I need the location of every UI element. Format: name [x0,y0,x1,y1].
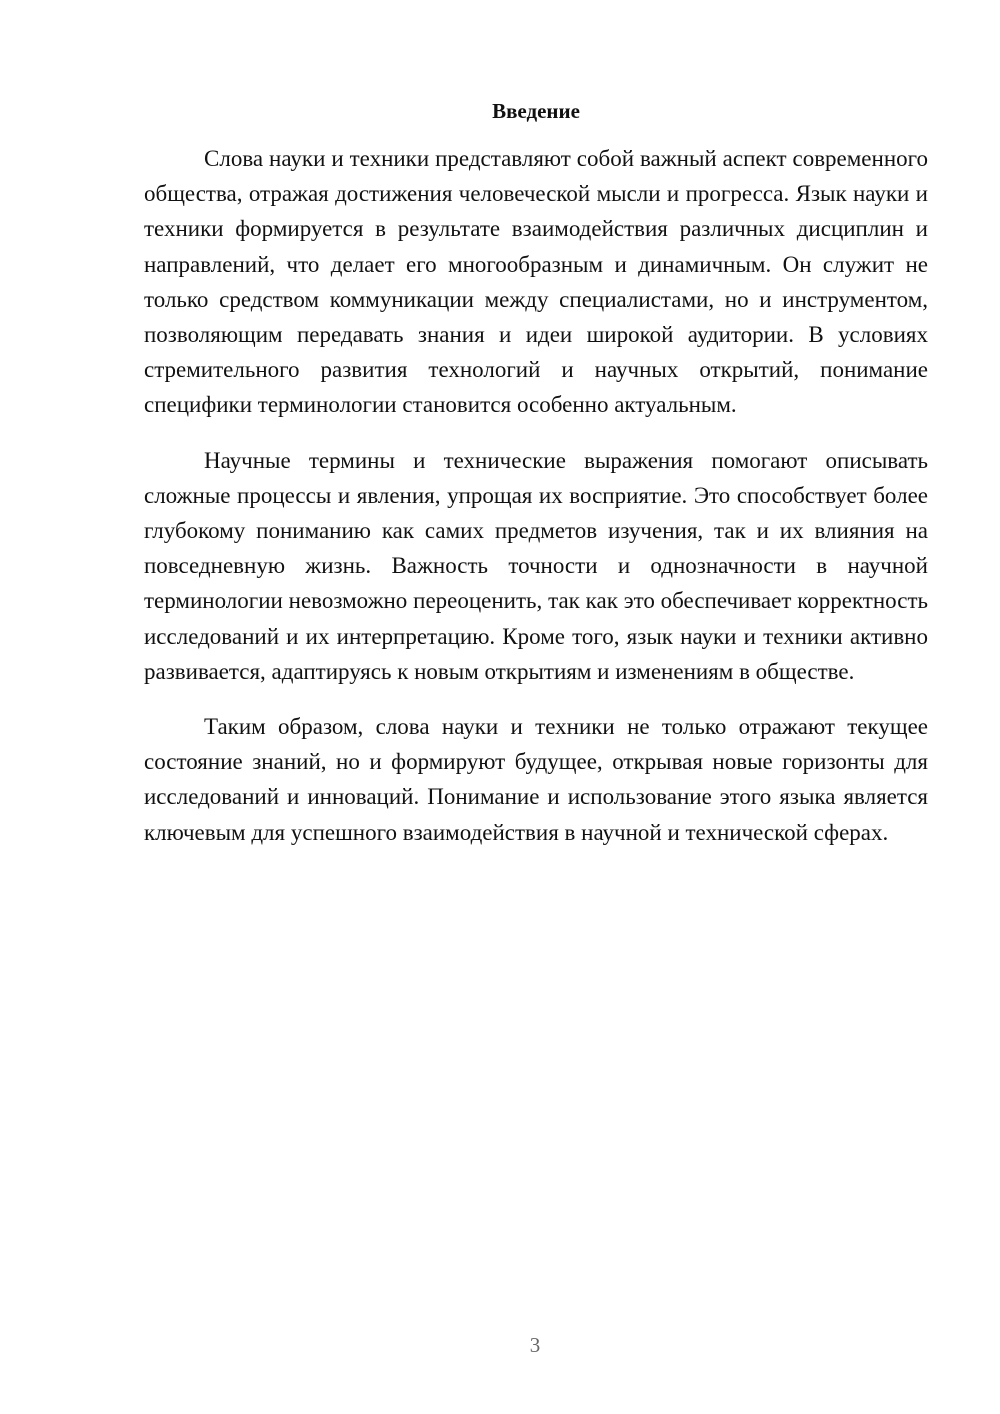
page-content [144,94,928,870]
paragraph-2: Научные термины и технические выражения помогают описывать сложные процессы и явления, упрощая их восприятие. Это способствует более глубокому пониманию как самих предметов изучения, так и их влияния на повседневную жизнь. Важность точности и однозначности в научной терминологии невозможно переоценить, так как это обеспечивает корректность исследований и их интерпретацию. Кроме того, язык науки и техники активно развивается, адаптируясь к новым открытиям и изменениям в обществе. [144,447,928,684]
paragraph-1: Слова науки и техники представляют собой важный аспект современного общества, отражая достижения человеческой мысли и прогресса. Язык науки и техники формируется в результате взаимодействия различных дисциплин и направлений, что делает его многообразным и динамичным. Он служит не только средством коммуникации между специалистами, но и инструментом, позволяющим передавать знания и идеи широкой аудитории. В условиях стремительного развития технологий и научных открытий, понимание специфики терминологии становится особенно актуальным. [144,146,928,418]
paragraph-3: Таким образом, слова науки и техники не только отражают текущее состояние знаний, но и формируют будущее, открывая новые горизонты для исследований и инноваций. Понимание и использование этого языка является ключевым для успешного взаимодействия в научной и технической сферах. [144,714,928,845]
page-number: 3 [529,1333,541,1357]
page-title: Введение [492,99,580,123]
